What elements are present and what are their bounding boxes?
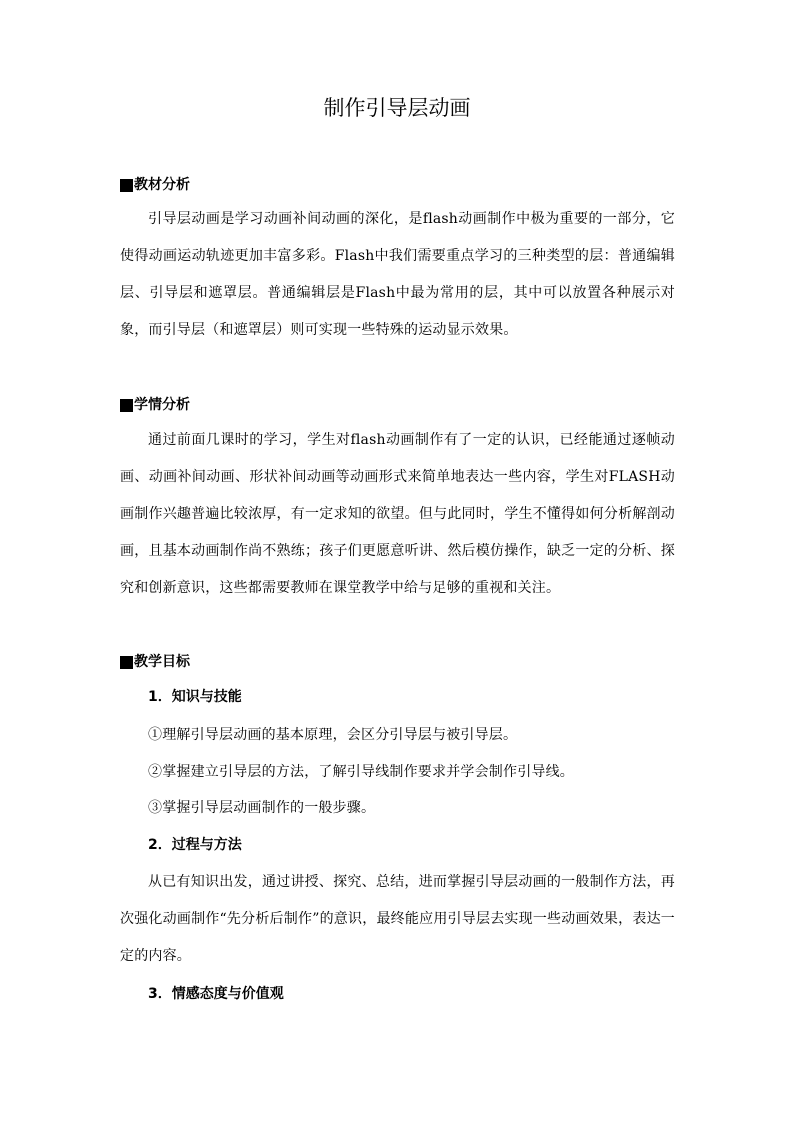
square-bullet-icon [120,179,133,192]
section-heading-label: 学情分析 [134,397,190,413]
square-bullet-icon [120,399,133,412]
square-bullet-icon [120,656,133,669]
subheading-process-methods: 2．过程与方法 [148,837,242,853]
document-title: 制作引导层动画 [323,96,471,120]
goal-item: ②掌握建立引导层的方法，了解引导线制作要求并学会制作引导线。 [148,764,574,780]
goal-item: ①理解引导层动画的基本原理，会区分引导层与被引导层。 [148,727,518,743]
subheading-knowledge-skills: 1．知识与技能 [148,689,242,705]
section-heading-label: 教学目标 [134,654,190,670]
process-methods-paragraph: 从已有知识出发，通过讲授、探究、总结，进而掌握引导层动画的一般制作方法，再次强化动画制作“先分析后制作”的意识，最终能应用引导层去实现一些动画效果，表达一定的内容。 [120,874,675,964]
section-heading-textbook-analysis [120,176,190,194]
subheading-emotion-values: 3．情感态度与价值观 [148,986,284,1002]
section-heading-teaching-goals [120,653,190,671]
section-heading-learner-analysis [120,396,190,414]
goal-item: ③掌握引导层动画制作的一般步骤。 [148,800,376,816]
learner-analysis-paragraph: 通过前面几课时的学习，学生对flash动画制作有了一定的认识，已经能通过逐帧动画、动画补间动画、形状补间动画等动画形式来简单地表达一些内容，学生对FLASH动画制作兴趣普遍比较浓厚，有一定求知的欲望。但与此同时，学生不懂得如何分析解剖动画，且基本动画制作尚不熟练；孩子们更愿意听讲、然后模仿操作，缺乏一定的分析、探究和创新意识，这些都需要教师在课堂教学中给与足够的重视和关注。 [120,432,675,596]
textbook-analysis-paragraph: 引导层动画是学习动画补间动画的深化，是flash动画制作中极为重要的一部分，它使得动画运动轨迹更加丰富多彩。Flash中我们需要重点学习的三种类型的层：普通编辑层、引导层和遮罩层。普通编辑层是Flash中最为常用的层，其中可以放置各种展示对象，而引导层（和遮罩层）则可实现一些特殊的运动显示效果。 [120,211,675,338]
section-heading-label: 教材分析 [134,177,190,193]
